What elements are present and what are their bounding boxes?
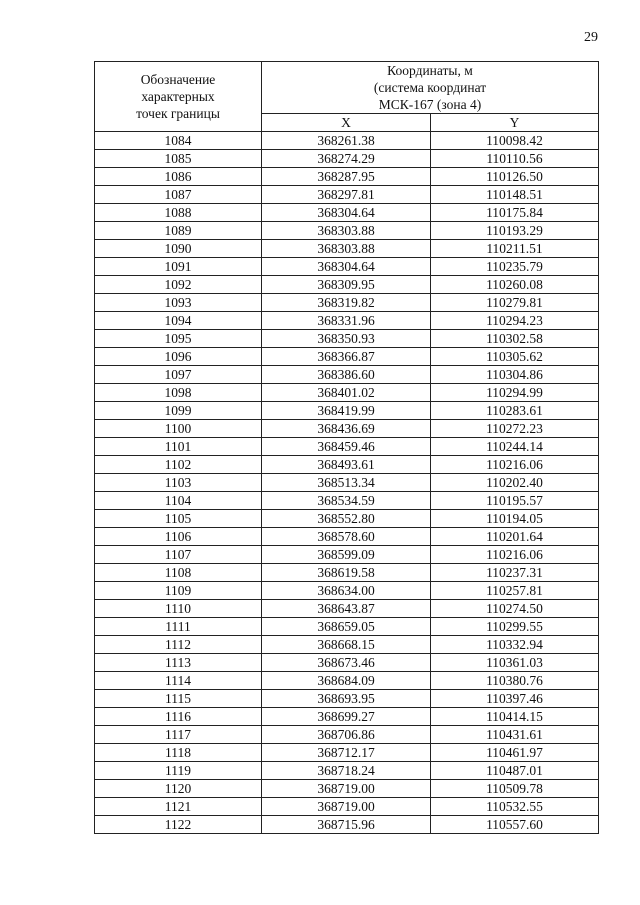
point-cell: 1105 (95, 510, 262, 528)
y-cell: 110509.78 (431, 780, 599, 798)
point-cell: 1109 (95, 582, 262, 600)
table-row (95, 132, 599, 150)
coord-header-line: (система координат (373, 80, 487, 95)
x-column-header: X (262, 114, 431, 132)
x-cell: 368401.02 (262, 384, 431, 402)
y-cell: 110257.81 (431, 582, 599, 600)
table-header-row (95, 62, 599, 114)
y-cell: 110487.01 (431, 762, 599, 780)
y-cell: 110380.76 (431, 672, 599, 690)
table-row (95, 582, 599, 600)
x-cell: 368715.96 (262, 816, 431, 834)
x-cell: 368673.46 (262, 654, 431, 672)
point-cell: 1086 (95, 168, 262, 186)
table-row (95, 510, 599, 528)
x-cell: 368459.46 (262, 438, 431, 456)
table-row (95, 348, 599, 366)
point-cell: 1096 (95, 348, 262, 366)
table-row (95, 492, 599, 510)
y-cell: 110216.06 (431, 546, 599, 564)
point-cell: 1102 (95, 456, 262, 474)
x-cell: 368304.64 (262, 258, 431, 276)
y-cell: 110302.58 (431, 330, 599, 348)
table-row (95, 564, 599, 582)
point-cell: 1116 (95, 708, 262, 726)
x-cell: 368643.87 (262, 600, 431, 618)
table-row (95, 366, 599, 384)
point-column-header (95, 62, 262, 132)
x-cell: 368578.60 (262, 528, 431, 546)
x-cell: 368297.81 (262, 186, 431, 204)
y-cell: 110193.29 (431, 222, 599, 240)
point-cell: 1085 (95, 150, 262, 168)
y-cell: 110305.62 (431, 348, 599, 366)
table-row (95, 798, 599, 816)
point-cell: 1084 (95, 132, 262, 150)
y-cell: 110431.61 (431, 726, 599, 744)
point-cell: 1121 (95, 798, 262, 816)
x-cell: 368693.95 (262, 690, 431, 708)
x-cell: 368719.00 (262, 780, 431, 798)
y-cell: 110202.40 (431, 474, 599, 492)
coordinates-group-header (262, 62, 599, 114)
y-cell: 110126.50 (431, 168, 599, 186)
y-cell: 110414.15 (431, 708, 599, 726)
x-cell: 368719.00 (262, 798, 431, 816)
x-cell: 368304.64 (262, 204, 431, 222)
x-cell: 368366.87 (262, 348, 431, 366)
table-row (95, 204, 599, 222)
table-row (95, 258, 599, 276)
y-cell: 110274.50 (431, 600, 599, 618)
point-cell: 1099 (95, 402, 262, 420)
y-cell: 110304.86 (431, 366, 599, 384)
point-header-line: Обозначение (140, 72, 216, 87)
x-cell: 368261.38 (262, 132, 431, 150)
point-cell: 1112 (95, 636, 262, 654)
y-cell: 110237.31 (431, 564, 599, 582)
point-cell: 1119 (95, 762, 262, 780)
x-cell: 368634.00 (262, 582, 431, 600)
x-cell: 368619.58 (262, 564, 431, 582)
y-cell: 110461.97 (431, 744, 599, 762)
point-cell: 1110 (95, 600, 262, 618)
table-row (95, 744, 599, 762)
y-cell: 110397.46 (431, 690, 599, 708)
x-cell: 368309.95 (262, 276, 431, 294)
table-row (95, 330, 599, 348)
table-row (95, 294, 599, 312)
y-cell: 110299.55 (431, 618, 599, 636)
x-cell: 368419.99 (262, 402, 431, 420)
point-cell: 1095 (95, 330, 262, 348)
table-row (95, 618, 599, 636)
point-cell: 1111 (95, 618, 262, 636)
point-header-line: точек границы (136, 106, 220, 121)
point-cell: 1094 (95, 312, 262, 330)
point-cell: 1103 (95, 474, 262, 492)
x-cell: 368706.86 (262, 726, 431, 744)
table-row (95, 402, 599, 420)
y-cell: 110098.42 (431, 132, 599, 150)
point-cell: 1097 (95, 366, 262, 384)
table-row (95, 420, 599, 438)
table-row (95, 672, 599, 690)
table-row (95, 312, 599, 330)
table-row (95, 438, 599, 456)
point-cell: 1092 (95, 276, 262, 294)
point-cell: 1113 (95, 654, 262, 672)
x-cell: 368493.61 (262, 456, 431, 474)
y-cell: 110283.61 (431, 402, 599, 420)
point-cell: 1093 (95, 294, 262, 312)
point-cell: 1107 (95, 546, 262, 564)
point-cell: 1101 (95, 438, 262, 456)
table-row (95, 474, 599, 492)
y-cell: 110272.23 (431, 420, 599, 438)
y-cell: 110557.60 (431, 816, 599, 834)
table-row (95, 168, 599, 186)
point-cell: 1120 (95, 780, 262, 798)
table-row (95, 150, 599, 168)
table-row (95, 456, 599, 474)
table-row (95, 276, 599, 294)
point-cell: 1115 (95, 690, 262, 708)
y-cell: 110175.84 (431, 204, 599, 222)
x-cell: 368303.88 (262, 240, 431, 258)
y-cell: 110216.06 (431, 456, 599, 474)
x-cell: 368303.88 (262, 222, 431, 240)
x-cell: 368599.09 (262, 546, 431, 564)
coord-header-line: Координаты, м (387, 63, 473, 78)
point-header-line: характерных (141, 89, 215, 104)
y-cell: 110294.23 (431, 312, 599, 330)
table-row (95, 222, 599, 240)
y-cell: 110194.05 (431, 510, 599, 528)
x-cell: 368712.17 (262, 744, 431, 762)
y-cell: 110195.57 (431, 492, 599, 510)
y-cell: 110110.56 (431, 150, 599, 168)
y-cell: 110279.81 (431, 294, 599, 312)
table-row (95, 600, 599, 618)
x-cell: 368274.29 (262, 150, 431, 168)
point-cell: 1100 (95, 420, 262, 438)
table-row (95, 186, 599, 204)
table-row (95, 726, 599, 744)
x-cell: 368534.59 (262, 492, 431, 510)
x-cell: 368350.93 (262, 330, 431, 348)
table-row (95, 654, 599, 672)
point-cell: 1114 (95, 672, 262, 690)
x-cell: 368319.82 (262, 294, 431, 312)
table-row (95, 546, 599, 564)
y-cell: 110361.03 (431, 654, 599, 672)
y-cell: 110332.94 (431, 636, 599, 654)
point-cell: 1098 (95, 384, 262, 402)
point-cell: 1108 (95, 564, 262, 582)
table-row (95, 690, 599, 708)
y-cell: 110294.99 (431, 384, 599, 402)
point-cell: 1122 (95, 816, 262, 834)
coord-header-line: МСК-167 (зона 4) (378, 97, 482, 112)
x-cell: 368668.15 (262, 636, 431, 654)
table-row (95, 762, 599, 780)
point-cell: 1090 (95, 240, 262, 258)
x-cell: 368386.60 (262, 366, 431, 384)
x-cell: 368684.09 (262, 672, 431, 690)
page-number: 29 (584, 30, 598, 45)
table-row (95, 240, 599, 258)
table-row (95, 816, 599, 834)
table-row (95, 708, 599, 726)
y-cell: 110148.51 (431, 186, 599, 204)
x-cell: 368436.69 (262, 420, 431, 438)
point-cell: 1117 (95, 726, 262, 744)
point-cell: 1088 (95, 204, 262, 222)
point-cell: 1087 (95, 186, 262, 204)
x-cell: 368718.24 (262, 762, 431, 780)
x-cell: 368699.27 (262, 708, 431, 726)
table-row (95, 384, 599, 402)
x-cell: 368659.05 (262, 618, 431, 636)
x-cell: 368552.80 (262, 510, 431, 528)
y-cell: 110201.64 (431, 528, 599, 546)
point-cell: 1106 (95, 528, 262, 546)
table-row (95, 636, 599, 654)
y-cell: 110235.79 (431, 258, 599, 276)
point-cell: 1091 (95, 258, 262, 276)
y-column-header: Y (431, 114, 599, 132)
table-row (95, 528, 599, 546)
x-cell: 368331.96 (262, 312, 431, 330)
point-cell: 1104 (95, 492, 262, 510)
point-cell: 1089 (95, 222, 262, 240)
coordinates-table (94, 61, 599, 834)
y-cell: 110211.51 (431, 240, 599, 258)
table-body (95, 132, 599, 834)
y-cell: 110532.55 (431, 798, 599, 816)
y-cell: 110260.08 (431, 276, 599, 294)
x-cell: 368513.34 (262, 474, 431, 492)
point-cell: 1118 (95, 744, 262, 762)
y-cell: 110244.14 (431, 438, 599, 456)
x-cell: 368287.95 (262, 168, 431, 186)
table-row (95, 780, 599, 798)
